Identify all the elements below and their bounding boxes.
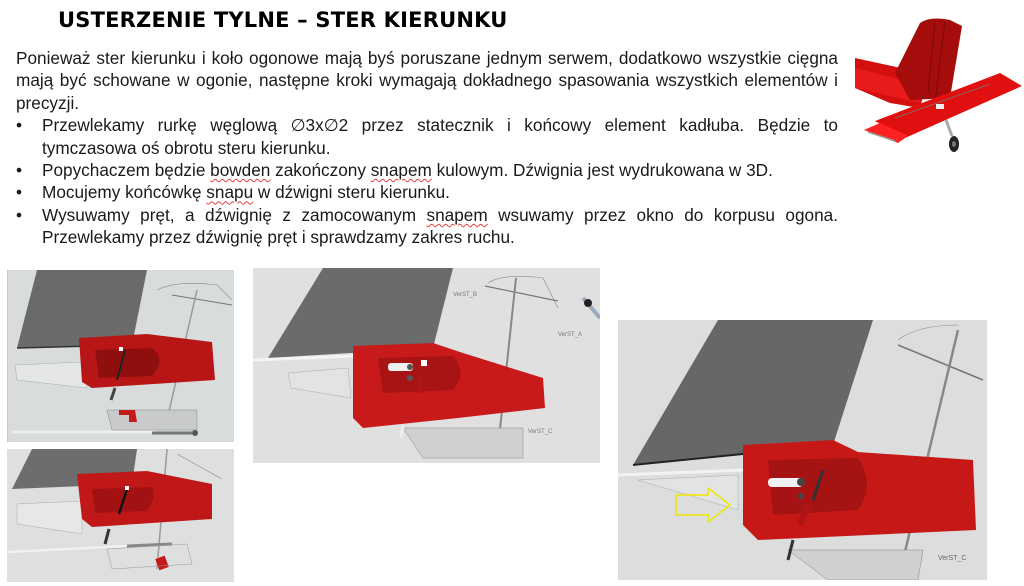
bullet-icon: • — [16, 182, 23, 203]
slide-body — [16, 47, 838, 249]
spellcheck-word: snapem — [370, 160, 432, 181]
airplane-tail-icon — [850, 8, 1024, 160]
bullet-item-4: • Wysuwamy pręt, a dźwignię z zamocowanym snapem wsuwamy przez okno do korpusu ogona. Przewlekamy przez dźwignię pręt i sprawdzamy zakres ruchu. — [16, 204, 838, 248]
spellcheck-word: snapu — [206, 182, 254, 203]
svg-text:VerST_C: VerST_C — [528, 429, 553, 435]
bullet-icon: • — [16, 115, 23, 136]
bullet-item-1: • Przewlekamy rurkę węglową ∅3x∅2 przez statecznik i końcowy element kadłuba. Będzie to tymczasowa oś obrotu steru kierunku. — [16, 115, 838, 158]
intro-paragraph: Ponieważ ster kierunku i koło ogonowe mają byś poruszane jednym serwem, dodatkowo wszystkie cięgna mają być schowane w ogonie, następne kroki wymagają dokładnego spasowania wszystkich elementów i precyzji. — [16, 48, 838, 113]
photo-tail-section-2 — [7, 449, 234, 582]
bullet-icon: • — [16, 160, 23, 181]
photo-tail-section-3 — [253, 268, 600, 463]
svg-text:VerST_A: VerST_A — [558, 332, 583, 338]
photo-tail-section-4 — [618, 320, 987, 580]
aircraft-tail-render-image — [850, 8, 1024, 160]
bullet-list — [16, 114, 838, 248]
bullet-item-2: • Popychaczem będzie bowden zakończony snapem kulowym. Dźwignia jest wydrukowana w 3D. — [16, 160, 773, 181]
svg-text:VerST_C: VerST_C — [938, 555, 967, 562]
spellcheck-word: bowden — [210, 160, 271, 181]
slide-title: USTERZENIE TYLNE – STER KIERUNKU — [58, 8, 508, 32]
bullet-icon: • — [16, 204, 23, 225]
svg-text:VerST_B: VerST_B — [453, 292, 478, 298]
spellcheck-word: snapem — [426, 204, 488, 225]
photo-tail-section-1 — [7, 270, 234, 442]
bullet-item-3: • Mocujemy końcówkę snapu w dźwigni steru kierunku. — [16, 182, 450, 203]
